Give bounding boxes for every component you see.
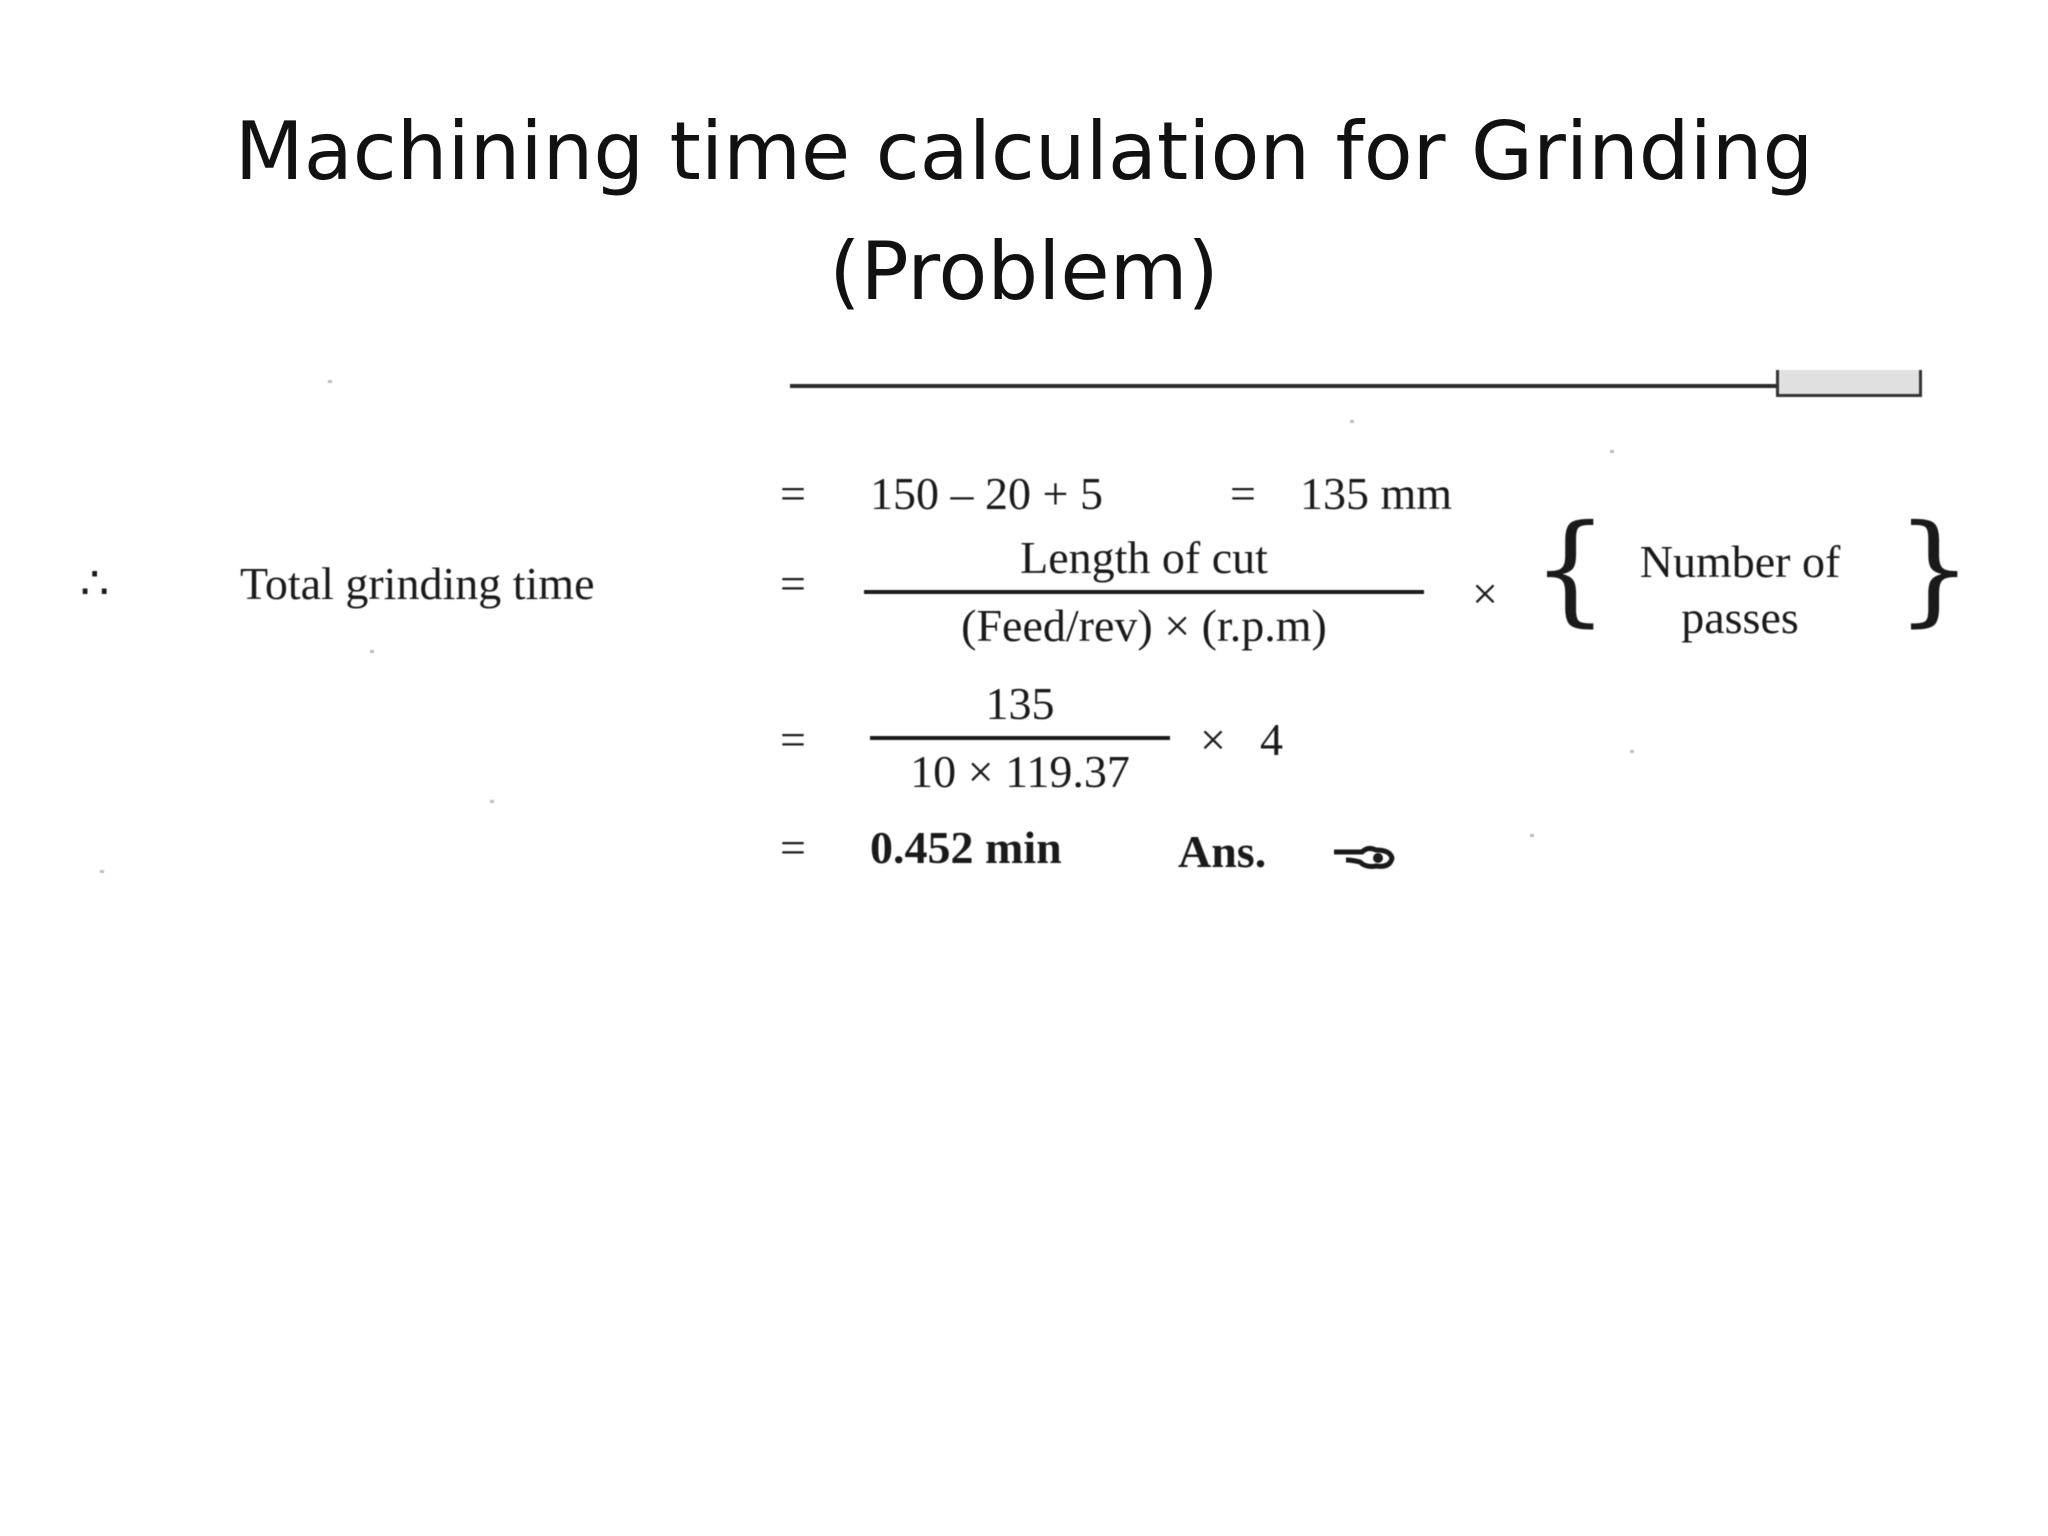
- scanned-calculation-image: [70, 360, 1973, 900]
- title-line-2: (Problem): [829, 225, 1219, 318]
- answer-label: Ans.: [1178, 826, 1267, 877]
- title-line-1: Machining time calculation for Grinding: [234, 105, 1814, 198]
- equals-sign: =: [780, 558, 806, 609]
- length-expression: 150 – 20 + 5: [870, 468, 1103, 519]
- fraction-numerator: 135: [985, 678, 1055, 729]
- fraction-denominator: (Feed/rev) × (r.p.m): [961, 600, 1327, 651]
- right-brace: }: [1896, 500, 1973, 639]
- length-result: 135 mm: [1300, 468, 1453, 519]
- slide-title: [0, 92, 2048, 332]
- equals-sign: =: [780, 822, 806, 873]
- number-of-passes-group: [1580, 534, 1900, 646]
- equals-sign: =: [780, 468, 806, 519]
- scan-speck: [328, 380, 332, 383]
- scan-speck: [1610, 450, 1614, 453]
- total-grinding-time-label: Total grinding time: [240, 558, 595, 609]
- scan-speck: [100, 870, 104, 873]
- multiply-sign: ×: [1472, 568, 1498, 619]
- therefore-symbol: ∴: [80, 558, 110, 609]
- page-number-tag: [1776, 370, 1922, 397]
- scan-speck: [1530, 834, 1534, 837]
- scan-speck: [490, 800, 494, 803]
- formula-fraction: [864, 530, 1424, 654]
- final-result: 0.452 min: [870, 822, 1062, 873]
- fraction-denominator: 10 × 119.37: [910, 746, 1130, 797]
- equals-sign: =: [1230, 468, 1256, 519]
- scan-speck: [1630, 750, 1634, 753]
- fraction-numerator: Length of cut: [1020, 532, 1268, 583]
- numeric-fraction: [870, 676, 1170, 800]
- brace-line-1: Number of: [1639, 536, 1841, 587]
- left-brace: {: [1532, 500, 1609, 639]
- scan-speck: [370, 650, 374, 653]
- pointing-hand-icon: [1332, 842, 1396, 872]
- multiply-sign: ×: [1200, 714, 1226, 765]
- passes-multiplier: 4: [1260, 714, 1283, 765]
- fraction-bar: [864, 590, 1424, 594]
- top-rule-line: [790, 384, 1780, 388]
- fraction-bar: [870, 736, 1170, 740]
- scan-speck: [1350, 420, 1354, 423]
- equals-sign: =: [780, 714, 806, 765]
- brace-line-2: passes: [1681, 592, 1799, 643]
